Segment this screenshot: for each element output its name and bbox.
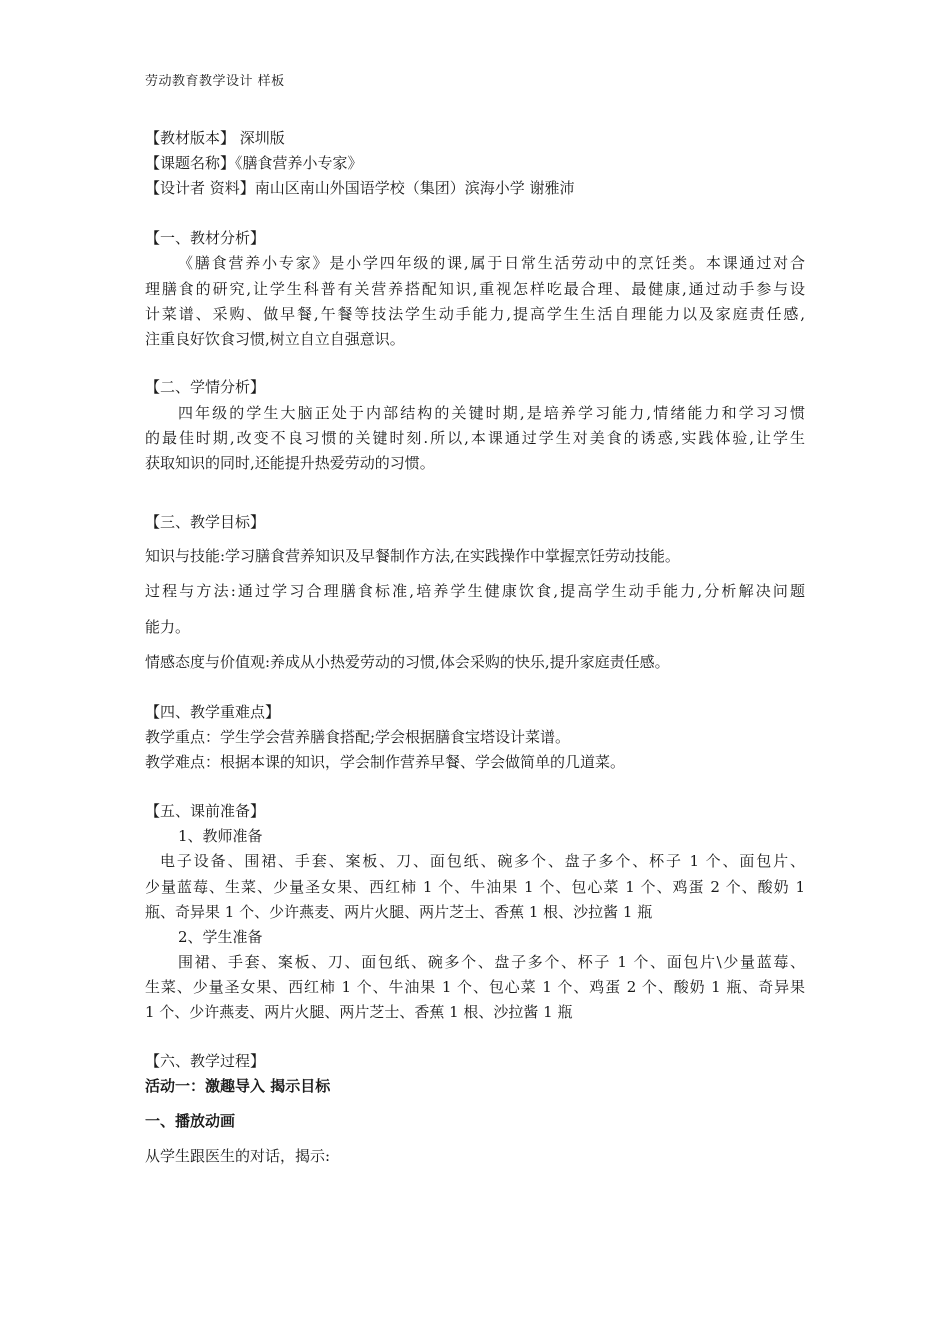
section-2-line: 的最佳时期,改变不良习惯的关键时刻.所以,本课通过学生对美食的诱惑,实践体验,让学生 bbox=[145, 429, 805, 447]
section-4-line: 教学重点：学生学会营养膳食搭配;学会根据膳食宝塔设计菜谱。 bbox=[145, 728, 571, 746]
section-4-line: 教学难点：根据本课的知识，学会制作营养早餐、学会做简单的几道菜。 bbox=[145, 753, 626, 771]
student-prep-line: 围裙、手套、案板、刀、面包纸、碗多个、盘子多个、杯子 1 个、面包片\少量蓝莓、 bbox=[178, 953, 805, 971]
teacher-prep-line: 电子设备、围裙、手套、案板、刀、面包纸、碗多个、盘子多个、杯子 1 个、面包片、 bbox=[160, 852, 805, 870]
meta-title: 【课题名称】《膳食营养小专家》 bbox=[145, 154, 363, 172]
student-prep-title: 2、学生准备 bbox=[178, 928, 263, 946]
student-prep-line: 1 个、少许燕麦、两片火腿、两片芝士、香蕉 1 根、沙拉酱 1 瓶 bbox=[145, 1003, 573, 1021]
meta-edition: 【教材版本】 深圳版 bbox=[145, 129, 285, 147]
section-6-heading: 【六、教学过程】 bbox=[145, 1052, 266, 1070]
section-1-line: 《膳食营养小专家》是小学四年级的课,属于日常生活劳动中的烹饪类。本课通过对合 bbox=[178, 254, 805, 272]
section-3-line: 知识与技能:学习膳食营养知识及早餐制作方法,在实践操作中掌握烹饪劳动技能。 bbox=[145, 547, 680, 565]
section-2-heading: 【二、学情分析】 bbox=[145, 378, 266, 396]
section-3-line: 情感态度与价值观:养成从小热爱劳动的习惯,体会采购的快乐,提升家庭责任感。 bbox=[145, 653, 670, 671]
section-3-line: 能力。 bbox=[145, 618, 191, 636]
teacher-prep-line: 瓶、奇异果 1 个、少许燕麦、两片火腿、两片芝士、香蕉 1 根、沙拉酱 1 瓶 bbox=[145, 903, 653, 921]
student-prep-line: 生菜、少量圣女果、西红柿 1 个、牛油果 1 个、包心菜 1 个、鸡蛋 2 个、酸奶 1 瓶、奇异果 bbox=[145, 978, 805, 996]
section-2-line: 获取知识的同时,还能提升热爱劳动的习惯。 bbox=[145, 454, 435, 472]
section-1-heading: 【一、教材分析】 bbox=[145, 229, 266, 247]
section-1-line: 计菜谱、采购、做早餐,午餐等技法学生动手能力,提高学生生活自理能力以及家庭责任感, bbox=[145, 305, 805, 323]
section-1-line: 注重良好饮食习惯,树立自立自强意识。 bbox=[145, 330, 405, 348]
section-2-line: 四年级的学生大脑正处于内部结构的关键时期,是培养学习能力,情绪能力和学习习惯 bbox=[178, 404, 805, 422]
section-5-heading: 【五、课前准备】 bbox=[145, 802, 266, 820]
meta-designer: 【设计者 资料】南山区南山外国语学校（集团）滨海小学 谢雅沛 bbox=[145, 179, 575, 197]
section-3-line: 过程与方法:通过学习合理膳食标准,培养学生健康饮食,提高学生动手能力,分析解决问题 bbox=[145, 582, 805, 600]
subsection-title: 一、播放动画 bbox=[145, 1112, 236, 1130]
section-4-heading: 【四、教学重难点】 bbox=[145, 703, 281, 721]
page-header: 劳动教育教学设计 样板 bbox=[145, 74, 285, 89]
section-1-line: 理膳食的研究,让学生科普有关营养搭配知识,重视怎样吃最合理、最健康,通过动手参与设 bbox=[145, 280, 805, 298]
body-text: 从学生跟医生的对话，揭示: bbox=[145, 1147, 331, 1165]
teacher-prep-line: 少量蓝莓、生菜、少量圣女果、西红柿 1 个、牛油果 1 个、包心菜 1 个、鸡蛋 2 个、酸奶 1 bbox=[145, 878, 805, 896]
teacher-prep-title: 1、教师准备 bbox=[178, 827, 263, 845]
section-3-heading: 【三、教学目标】 bbox=[145, 513, 266, 531]
activity-title: 活动一：激趣导入 揭示目标 bbox=[145, 1077, 331, 1095]
